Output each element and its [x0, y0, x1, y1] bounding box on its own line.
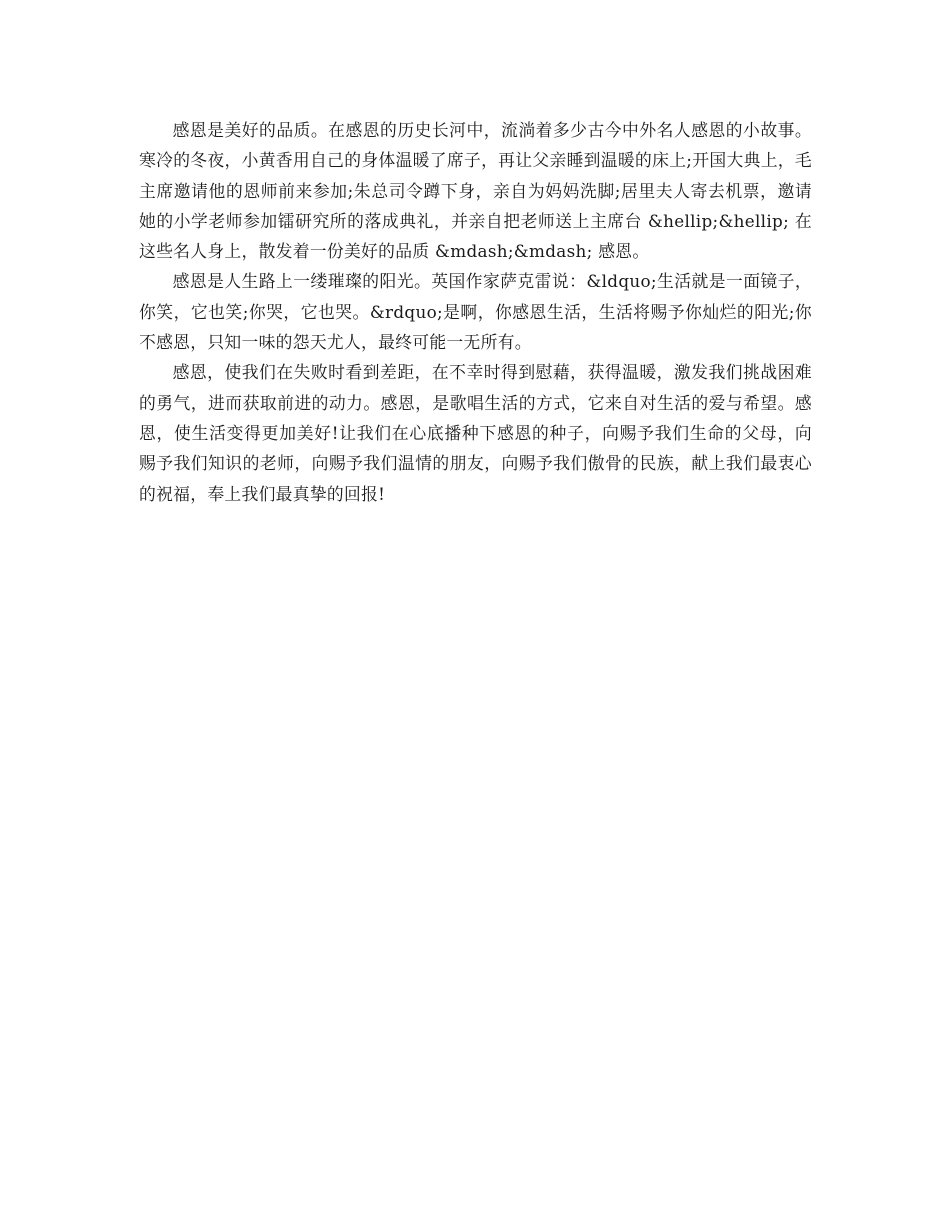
document-body	[139, 115, 812, 509]
paragraph-2: 感恩是人生路上一缕璀璨的阳光。英国作家萨克雷说：&ldquo;生活就是一面镜子，你笑，它也笑;你哭，它也哭。&rdquo;是啊，你感恩生活，生活将赐予你灿烂的阳光;你不感恩，只知一味的怨天尤人，最终可能一无所有。	[139, 271, 812, 353]
paragraph-3: 感恩，使我们在失败时看到差距，在不幸时得到慰藉，获得温暖，激发我们挑战困难的勇气，进而获取前进的动力。感恩，是歌唱生活的方式，它来自对生活的爱与希望。感恩，使生活变得更加美好!让我们在心底播种下感恩的种子，向赐予我们生命的父母，向赐予我们知识的老师，向赐予我们温情的朋友，向赐予我们傲骨的民族，献上我们最衷心的祝福，奉上我们最真挚的回报!	[139, 362, 812, 504]
paragraph-1: 感恩是美好的品质。在感恩的历史长河中，流淌着多少古今中外名人感恩的小故事。寒冷的冬夜，小黄香用自己的身体温暖了席子，再让父亲睡到温暖的床上;开国大典上，毛主席邀请他的恩师前来参加;朱总司令蹲下身，亲自为妈妈洗脚;居里夫人寄去机票，邀请她的小学老师参加镭研究所的落成典礼，并亲自把老师送上主席台 &hellip;&hellip; 在这些名人身上，散发着一份美好的品质 &mdash;&mdash; 感恩。	[139, 120, 812, 262]
